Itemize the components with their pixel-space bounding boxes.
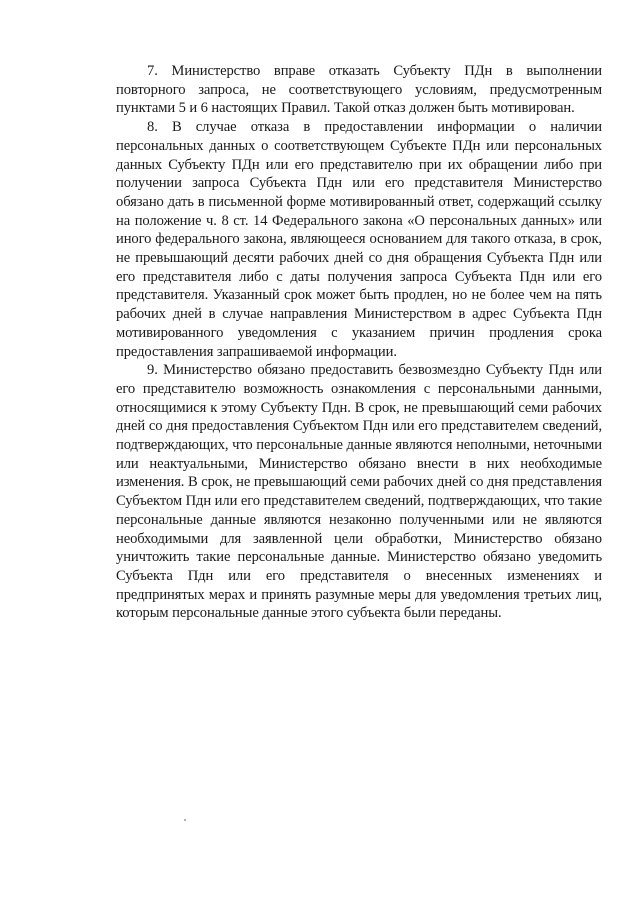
document-body — [116, 62, 602, 623]
paragraph-8: 8. В случае отказа в предоставлении информации о наличии персональных данных о соответствующем Субъекте ПДн или персональных данных Субъекту ПДн или его представителю при их обращении либо при получении запроса Субъекта Пдн или его представителя Министерство обязано дать в письменной форме мотивированный ответ, содержащий ссылку на положение ч. 8 ст. 14 Федерального закона «О персональных данных» или иного федерального закона, являющееся основанием для такого отказа, в срок, не превышающий десяти рабочих дней со дня обращения Субъекта Пдн или его представителя либо с даты получения запроса Субъекта Пдн или его представителя. Указанный срок может быть продлен, но не более чем на пять рабочих дней в случае направления Министерством в адрес Субъекта Пдн мотивированного уведомления с указанием причин продления срока предоставления запрашиваемой информации. — [116, 119, 602, 360]
paragraph-9: 9. Министерство обязано предоставить безвозмездно Субъекту Пдн или его представителю возможность ознакомления с персональными данными, относящимися к этому Субъекту Пдн. В срок, не превышающий семи рабочих дней со дня предоставления Субъектом Пдн или его представителем сведений, подтверждающих, что персональные данные являются неполными, неточными или неактуальными, Министерство обязано внести в них необходимые изменения. В срок, не превышающий семи рабочих дней со дня представления Субъектом Пдн или его представителем сведений, подтверждающих, что такие персональные данные являются незаконно полученными или не являются необходимыми для заявленной цели обработки, Министерство обязано уничтожить такие персональные данные. Министерство обязано уведомить Субъекта Пдн или его представителя о внесенных изменениях и предпринятых мерах и принять разумные меры для уведомления третьих лиц, которым персональные данные этого субъекта были переданы. — [116, 362, 602, 622]
scan-speck — [184, 819, 186, 821]
paragraph-7: 7. Министерство вправе отказать Субъекту ПДн в выполнении повторного запроса, не соответствующего условиям, предусмотренным пунктами 5 и 6 настоящих Правил. Такой отказ должен быть мотивирован. — [116, 63, 602, 117]
